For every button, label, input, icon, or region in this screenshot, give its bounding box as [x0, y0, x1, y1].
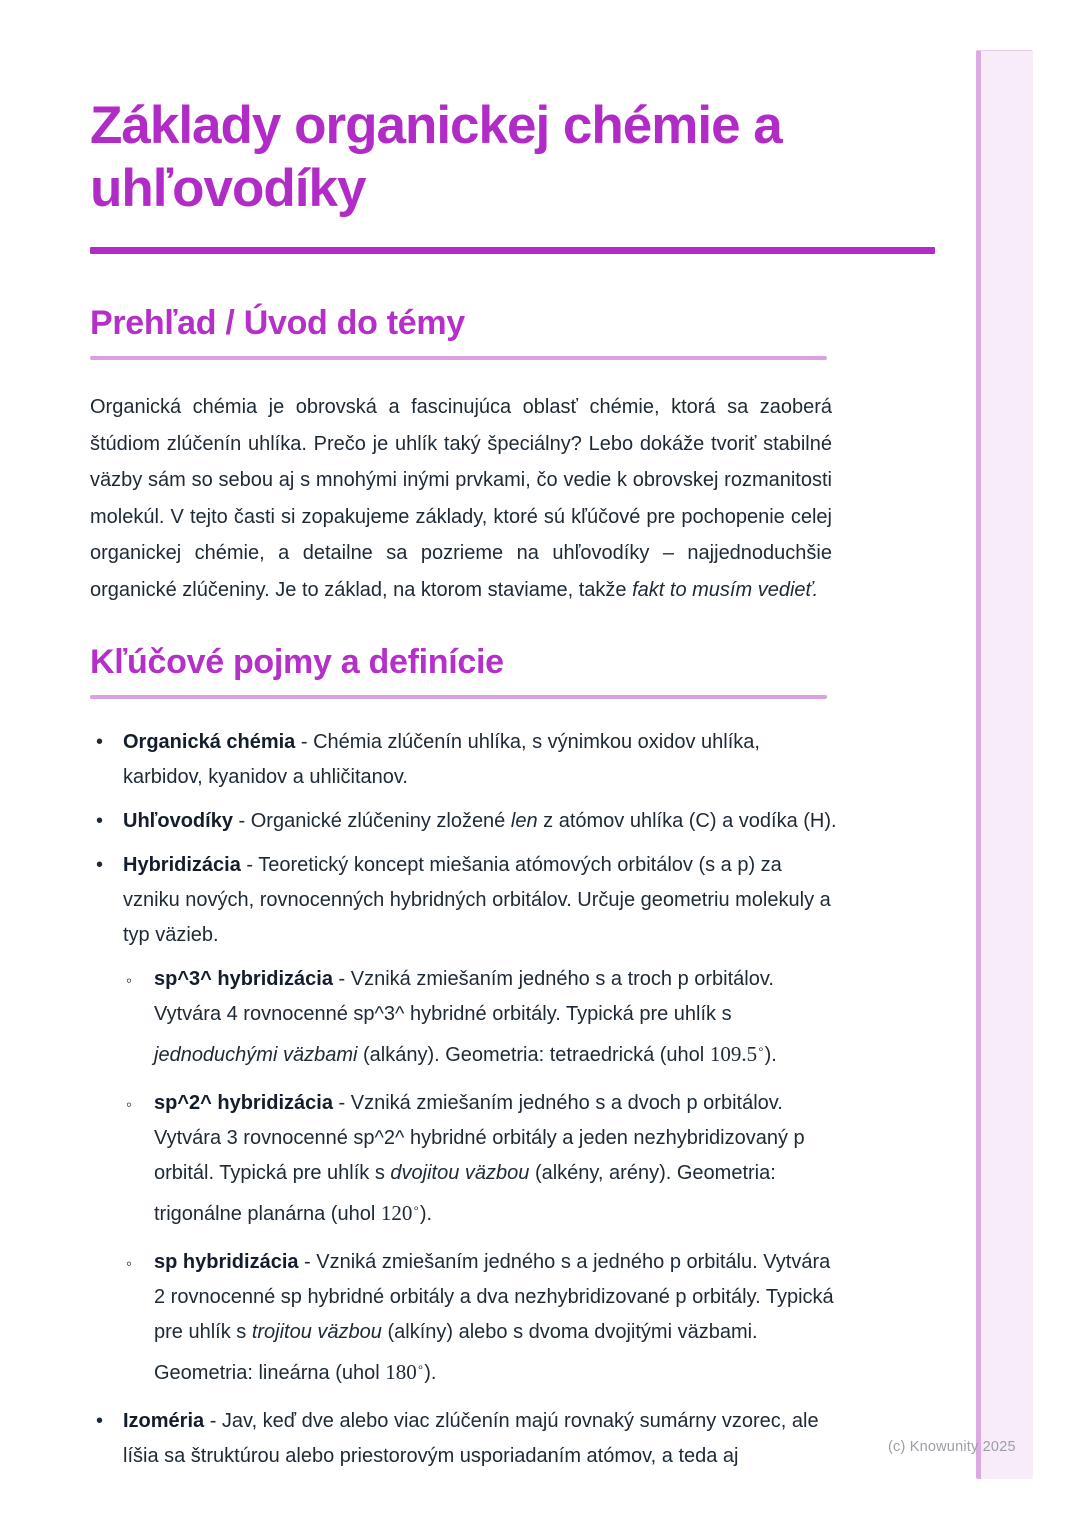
text-segment: - Chémia zlúčenín uhlíka, s výnimkou oxidov uhlíka, karbidov, kyanidov a uhličitanov. — [123, 731, 760, 788]
text-segment: ). — [419, 1203, 433, 1225]
text-segment: sp hybridizácia — [154, 1251, 299, 1273]
text-segment: 109.5 — [709, 1042, 758, 1066]
text-segment: (alkíny) alebo s dvoma dvojitými väzbami. Geometria: lineárna (uhol — [154, 1321, 758, 1384]
bullet-marker: • — [96, 731, 104, 753]
text-segment: Izoméria — [123, 1410, 205, 1432]
list-item — [124, 962, 838, 1073]
text-segment: z atómov uhlíka (C) a vodíka (H). — [537, 810, 837, 832]
text-segment: 180 — [385, 1360, 417, 1384]
intro-paragraph — [90, 389, 832, 608]
text-segment: ). — [424, 1362, 437, 1384]
bullet-marker: ◦ — [126, 1095, 133, 1114]
text-segment: Hybridizácia — [123, 854, 241, 876]
page-title: Základy organickej chémie a uhľovodíky — [90, 96, 782, 218]
list-item — [124, 1245, 838, 1391]
bullet-marker: • — [96, 1410, 104, 1432]
section-heading: Kľúčové pojmy a definície — [90, 643, 504, 681]
text-segment: len — [510, 810, 538, 832]
title-divider — [90, 247, 935, 254]
key-terms-list — [90, 725, 838, 1474]
text-segment: - Teoretický koncept miešania atómových orbitálov (s a p) za vzniku nových, rovnocenných hybridných orbitálov. Určuje geometriu molekuly a typ väzieb. — [123, 854, 831, 946]
list-item — [124, 1086, 838, 1232]
bullet-marker: ◦ — [126, 1254, 133, 1273]
text-segment: (alkány). Geometria: tetraedrická (uhol — [357, 1044, 710, 1066]
page-content — [90, 94, 935, 1483]
text-segment: - Organické zlúčeniny zložené — [232, 810, 511, 832]
text-segment: Organická chémia — [123, 731, 296, 753]
list-item — [90, 804, 838, 839]
list-item — [90, 1404, 838, 1474]
copyright-watermark: (c) Knowunity 2025 — [888, 1439, 1016, 1455]
section-divider — [90, 695, 827, 699]
text-segment: - Vzniká zmiešaním jedného s a jedného p orbitálu. Vytvára 2 rovnocenné sp hybridné orbitály a dva nezhybridizované p orbitály. Typická pre uhlík s — [154, 1251, 834, 1343]
text-segment: jednoduchými väzbami — [154, 1044, 358, 1066]
text-segment: ∘ — [412, 1201, 420, 1215]
section-heading: Prehľad / Úvod do témy — [90, 304, 465, 342]
text-segment: (alkény, arény). Geometria: trigonálne planárna (uhol — [154, 1162, 776, 1225]
text-segment: ∘ — [757, 1042, 765, 1056]
bullet-marker: • — [96, 854, 104, 876]
decorative-side-stripe — [976, 50, 1033, 1479]
section-overview — [90, 303, 935, 608]
text-segment: ). — [764, 1044, 777, 1066]
text-segment: Uhľovodíky — [123, 810, 233, 832]
text-segment: sp^3^ hybridizácia — [154, 968, 333, 990]
text-segment: trojitou väzbou — [251, 1321, 382, 1343]
text-segment: - Jav, keď dve alebo viac zlúčenín majú rovnaký sumárny vzorec, ale líšia sa štruktúrou alebo priestorovým usporiadaním atómov, a teda aj — [123, 1410, 819, 1467]
text-segment: ∘ — [416, 1360, 425, 1374]
text-segment: - Vzniká zmiešaním jedného s a troch p orbitálov. Vytvára 4 rovnocenné sp^3^ hybridné orbitály. Typická pre uhlík s — [154, 968, 774, 1025]
section-divider — [90, 356, 827, 360]
section-key-terms — [90, 642, 935, 1474]
text-segment: 120 — [380, 1201, 413, 1225]
list-item — [90, 725, 838, 795]
text-segment: dvojitou väzbou — [390, 1162, 530, 1184]
bullet-marker: ◦ — [126, 971, 133, 990]
text-segment: - Vzniká zmiešaním jedného s a dvoch p orbitálov. Vytvára 3 rovnocenné sp^2^ hybridné orbitály a jeden nezhybridizovaný p orbitál. Typická pre uhlík s — [154, 1092, 805, 1184]
list-item — [90, 848, 838, 953]
bullet-marker: • — [96, 810, 104, 832]
text-segment: Organická chémia je obrovská a fascinujúca oblasť chémie, ktorá sa zaoberá štúdiom zlúčenín uhlíka. Prečo je uhlík taký špeciálny? Lebo dokáže tvoriť stabilné väzby sám so sebou aj s mnohými inými prvkami, čo vedie k obrovskej rozmanitosti molekúl. V tejto časti si zopakujeme základy, ktoré sú kľúčové pre pochopenie celej organickej chémie, a detailne sa pozrieme na uhľovodíky – najjednoduchšie organické zlúčeniny. Je to základ, na ktorom staviame, takže — [90, 396, 832, 601]
text-segment: sp^2^ hybridizácia — [154, 1092, 333, 1114]
text-segment: fakt to musím vedieť. — [632, 578, 819, 601]
